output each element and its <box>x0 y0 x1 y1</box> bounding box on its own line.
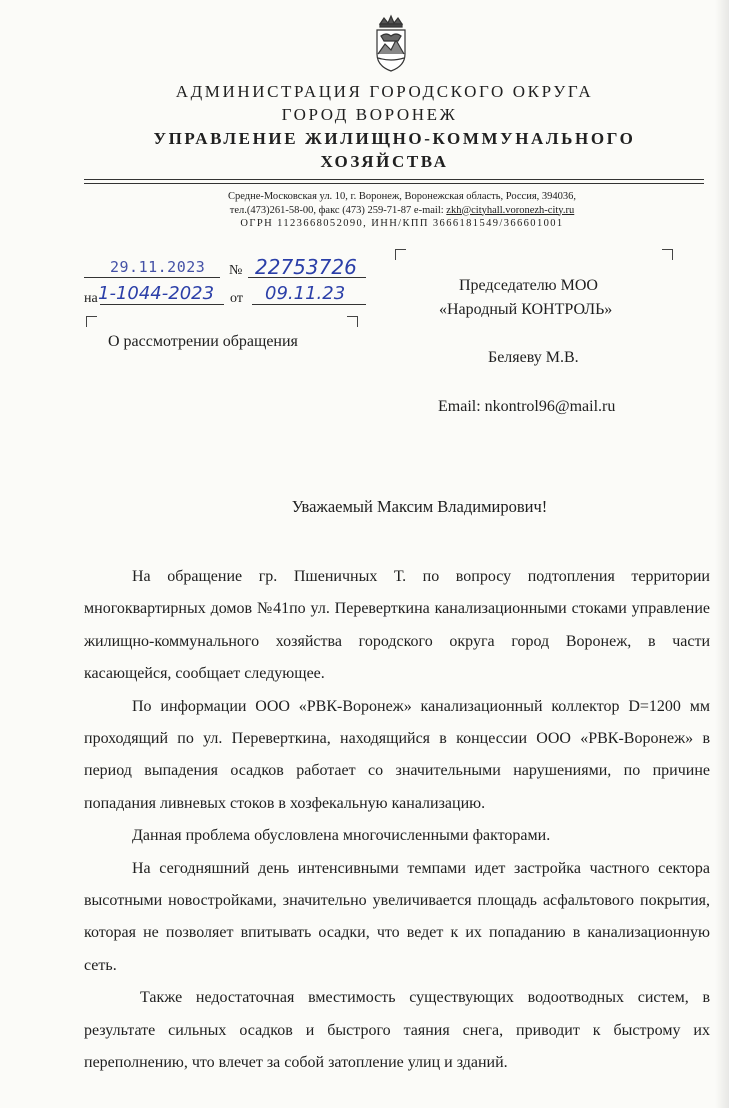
letter-body <box>84 561 710 1080</box>
contact-block <box>92 190 712 231</box>
header-line-3: УПРАВЛЕНИЕ ЖИЛИЩНО-КОММУНАЛЬНОГО <box>153 129 636 148</box>
contact-address: Средне-Московская ул. 10, г. Воронеж, Воронежская область, Россия, 394036, <box>227 191 577 202</box>
number-label: № <box>229 263 243 278</box>
coat-of-arms-emblem <box>372 14 410 74</box>
contact-ids: ОГРН 1123668052090, ИНН/КПП 3666181549/366601001 <box>240 218 564 229</box>
greeting: Уважаемый Максим Владимирович! <box>291 497 548 516</box>
contact-email-link[interactable]: zkh@cityhall.voronezh-city.ru <box>446 204 575 216</box>
subject-corner-right <box>347 316 358 327</box>
addressee-line-2: «Народный КОНТРОЛЬ» <box>439 301 613 318</box>
header-line-2: ГОРОД ВОРОНЕЖ <box>281 105 458 124</box>
reference-date-label: от <box>230 291 243 306</box>
body-paragraph-1: На обращение гр. Пшеничных Т. по вопросу подтопления территории многоквартирных домов №41по ул. Переверткина канализационными стоками управление жилищно-коммунального хозяйства городского округа город Воронеж, в части касающейся, сообщает следующее. <box>84 568 710 683</box>
subject-corner-left <box>86 316 97 327</box>
addressee-corner-right <box>662 249 673 260</box>
contact-phones: тел.(473)261-58-00, факс (473) 259-71-87 e-mail: <box>229 204 447 216</box>
header-rule <box>84 179 704 180</box>
header-rule-thin <box>84 183 704 184</box>
registration-number: 22753726 <box>255 255 357 279</box>
header-line-4: ХОЗЯЙСТВА <box>320 152 449 171</box>
date-underline <box>84 277 220 278</box>
body-paragraph-5: Также недостаточная вместимость существующих водоотводных систем, в результате сильных осадков и быстрого таяния снега, приводит к быстрому их переполнению, что влечет за собой затопление улиц и зданий. <box>84 989 710 1072</box>
addressee-email: Email: nkontrol96@mail.ru <box>438 398 616 415</box>
body-paragraph-4: На сегодняшний день интенсивными темпами идет застройка частного сектора высотными новостройками, значительно увеличивается площадь асфальтового покрытия, которая не позволяет впитывать осадки, что ведет к их попаданию в канализационную сеть. <box>84 859 710 974</box>
reference-date-underline <box>252 304 366 305</box>
reference-date: 09.11.23 <box>265 283 346 304</box>
addressee-line-1: Председателю МОО <box>459 277 598 294</box>
reference-prefix: на <box>84 291 98 306</box>
addressee-name: Беляеву М.В. <box>488 349 579 366</box>
letter-subject: О рассмотрении обращения <box>108 333 298 350</box>
body-paragraph-3: Данная проблема обусловлена многочисленными факторами. <box>132 827 551 845</box>
contact-phones-line <box>92 204 712 218</box>
addressee-corner-left <box>395 249 406 260</box>
reference-underline <box>100 304 224 305</box>
reference-number: 1-1044-2023 <box>98 283 215 304</box>
header-line-1: АДМИНИСТРАЦИЯ ГОРОДСКОГО ОКРУГА <box>175 82 594 101</box>
body-paragraph-2: По информации ООО «РВК-Воронеж» канализационный коллектор D=1200 мм проходящий по ул. Переверткина, находящийся в концессии ООО «РВК-Воронеж» в период выпадения осадков работает со значительными нарушениями, по причине попадания ливневых стоков в хозфекальную канализацию. <box>84 697 710 812</box>
registration-stamp-date: 29.11.2023 <box>110 258 206 276</box>
number-underline <box>248 277 366 278</box>
